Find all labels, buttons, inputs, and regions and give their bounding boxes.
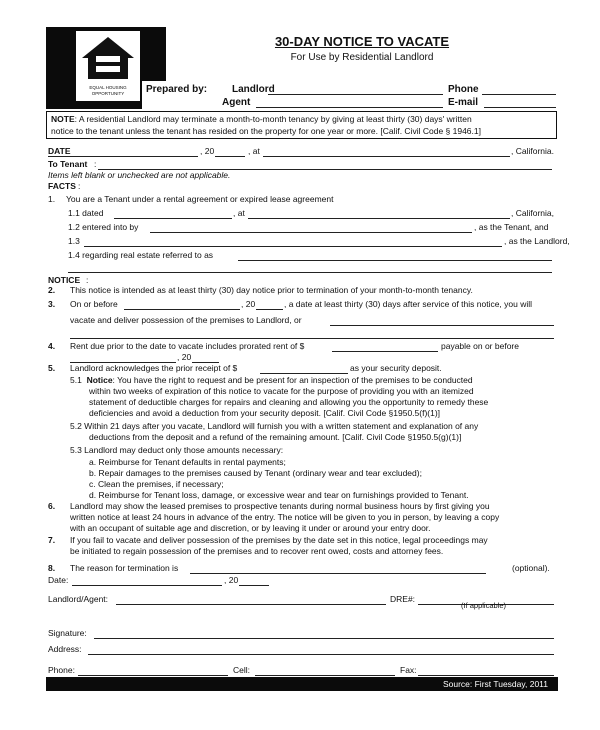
- notice-5-1-bold: Notice: [86, 375, 113, 385]
- dated-location-field[interactable]: [248, 218, 510, 219]
- equal-housing-logo: [76, 31, 140, 101]
- fact-1-1-california: , California,: [511, 208, 554, 218]
- email-label: E-mail: [448, 97, 479, 108]
- notice-6-line3: with an occupant of suitable age and discretion, or by leaving it under or around your entry door.: [70, 523, 431, 533]
- fact-1-2: 1.2 entered into by: [68, 222, 139, 232]
- if-applicable-label: (If applicable): [461, 601, 507, 610]
- notice-5-1-line2: within two weeks of expiration of this notice to vacate for the purpose of providing you with an itemized: [89, 386, 474, 396]
- note-line-2: notice to the tenant unless the tenant has resided on the property for one year or more. [Calif. Civil Code § 1946.1]: [51, 126, 481, 136]
- landlord-field[interactable]: [268, 94, 443, 95]
- landlord-name-field[interactable]: [84, 246, 502, 247]
- notice-5-num: 5.: [48, 363, 56, 373]
- phone-label-2: Phone:: [48, 665, 75, 675]
- twenty-label: , 20: [200, 146, 215, 156]
- vacate-alt-field[interactable]: [330, 325, 554, 326]
- deduction-c: c. Clean the premises, if necessary;: [89, 479, 224, 489]
- prorated-rent-field[interactable]: [332, 351, 438, 352]
- footer-source: Source: First Tuesday, 2011: [442, 679, 548, 689]
- landlord-label: Landlord: [232, 84, 275, 95]
- at-label: , at: [248, 146, 260, 156]
- notice-5-1-line4: deficiencies and avoid a deduction from your security deposit. [Calif. Civil Code §1950.5(f)(1)]: [89, 408, 441, 418]
- phone-field-2[interactable]: [78, 675, 228, 676]
- notice-5-1-line3: statement of deductible charges for repairs and cleaning and allowing you the opportunity to remedy these: [89, 397, 489, 407]
- notice-5-1: [70, 375, 473, 385]
- address-label: Address:: [48, 644, 82, 654]
- notice-3b: , 20: [241, 299, 256, 309]
- signed-date-field[interactable]: [72, 585, 222, 586]
- dre-label: DRE#:: [390, 594, 416, 604]
- note-line-1: [51, 114, 472, 124]
- notice-5-1-num: 5.1: [70, 375, 82, 385]
- notice-7-num: 7.: [48, 535, 56, 545]
- notice-3c: , a date at least thirty (30) days after service of this notice, you will: [284, 299, 533, 309]
- form-header: [46, 27, 558, 109]
- location-field[interactable]: [263, 156, 510, 157]
- signed-year-field[interactable]: [239, 585, 269, 586]
- to-tenant-colon: :: [94, 159, 97, 169]
- california-label: , California.: [511, 146, 554, 156]
- title-box: [166, 27, 558, 81]
- fax-label: Fax:: [400, 665, 417, 675]
- year-field[interactable]: [215, 156, 245, 157]
- prepared-by-box: [142, 81, 558, 109]
- notice-5-1-text: : You have the right to request and be present for an inspection of the premises to be conducted: [112, 375, 473, 385]
- fact-1-2-end: , as the Tenant, and: [474, 222, 549, 232]
- notice-7-line1: If you fail to vacate and deliver possession of the premises by the date set in this notice, legal proceedings may: [70, 535, 488, 545]
- fact-1-3-end: , as the Landlord,: [504, 236, 570, 246]
- logo-text-1: EQUAL HOUSING: [89, 85, 127, 90]
- deduction-a: a. Reimburse for Tenant defaults in rental payments;: [89, 457, 286, 467]
- notice-5-2-line2: deductions from the deposit and a refund of the remaining amount. [Calif. Civil Code §1950.5(g)(1)]: [89, 432, 462, 442]
- notice-6-line1: Landlord may show the leased premises to prospective tenants during normal business hours by first giving you: [70, 501, 490, 511]
- twenty-label-2: , 20: [224, 575, 239, 585]
- phone-label: Phone: [448, 84, 479, 95]
- email-field[interactable]: [484, 107, 556, 108]
- footer-bar: [46, 677, 558, 691]
- notice-6-num: 6.: [48, 501, 56, 511]
- notice-4b: payable on or before: [441, 341, 519, 351]
- notice-3-num: 3.: [48, 299, 56, 309]
- fax-field[interactable]: [418, 675, 554, 676]
- facts-colon: :: [78, 181, 81, 191]
- real-estate-field-2[interactable]: [68, 272, 552, 273]
- page-subtitle: For Use by Residential Landlord: [290, 52, 434, 63]
- house-icon: [76, 31, 140, 85]
- agent-field[interactable]: [256, 107, 443, 108]
- notice-2: This notice is intended as at least thirty (30) day notice prior to termination of your month-to-month tenancy.: [70, 285, 473, 295]
- note-box: [46, 111, 557, 139]
- facts-label: FACTS: [48, 181, 76, 191]
- fact-1-num: 1.: [48, 194, 56, 204]
- notice-5b: as your security deposit.: [350, 363, 442, 373]
- agent-label: Agent: [222, 97, 251, 108]
- date-label: DATE: [48, 146, 71, 156]
- fact-1-1: 1.1 dated: [68, 208, 104, 218]
- notice-label: NOTICE: [48, 275, 81, 285]
- dated-field[interactable]: [114, 218, 232, 219]
- date-field[interactable]: [48, 156, 198, 157]
- fact-1: You are a Tenant under a rental agreement or expired lease agreement: [66, 194, 334, 204]
- vacate-date-field[interactable]: [124, 309, 240, 310]
- page-title: 30-DAY NOTICE TO VACATE: [274, 34, 450, 49]
- deduction-b: b. Repair damages to the premises caused by Tenant (ordinary wear and tear excluded);: [89, 468, 422, 478]
- notice-4a: Rent due prior to the date to vacate includes prorated rent of $: [70, 341, 305, 351]
- vacate-alt-field-2[interactable]: [70, 338, 554, 339]
- landlord-agent-label: Landlord/Agent:: [48, 594, 109, 604]
- cell-label: Cell:: [233, 665, 251, 675]
- deduction-d: d. Reimburse for Tenant loss, damage, or excessive wear and tear on furnishings provided to Tenant.: [89, 490, 469, 500]
- notice-3d: vacate and deliver possession of the premises to Landlord, or: [70, 315, 302, 325]
- date-label-2: Date:: [48, 575, 69, 585]
- fact-1-3: 1.3: [68, 236, 80, 246]
- notice-8-num: 8.: [48, 563, 56, 573]
- notice-colon: :: [86, 275, 89, 285]
- fact-1-4: 1.4 regarding real estate referred to as: [68, 250, 214, 260]
- logo-text-2: OPPORTUNITY: [91, 91, 125, 96]
- deposit-amount-field[interactable]: [260, 373, 348, 374]
- address-field[interactable]: [88, 654, 554, 655]
- signature-label: Signature:: [48, 628, 87, 638]
- tenant-name-field[interactable]: [150, 232, 472, 233]
- notice-5a: Landlord acknowledges the prior receipt of $: [70, 363, 238, 373]
- termination-reason-field[interactable]: [190, 573, 486, 574]
- to-tenant-label: To Tenant: [48, 159, 88, 169]
- notice-8: The reason for termination is: [70, 563, 179, 573]
- note-text-1: : A residential Landlord may terminate a month-to-month tenancy by giving at least thirty (30) days' written: [74, 114, 472, 124]
- phone-field[interactable]: [482, 94, 556, 95]
- notice-5-3: 5.3 Landlord may deduct only those amounts necessary:: [70, 445, 284, 455]
- items-note: Items left blank or unchecked are not applicable.: [48, 170, 231, 180]
- note-label: NOTE: [51, 114, 75, 124]
- notice-4-num: 4.: [48, 341, 56, 351]
- signature-field[interactable]: [94, 638, 554, 639]
- cell-field[interactable]: [255, 675, 395, 676]
- fact-1-1-at: , at: [233, 208, 245, 218]
- landlord-agent-field[interactable]: [116, 604, 386, 605]
- optional-label: (optional).: [512, 563, 550, 573]
- real-estate-field[interactable]: [238, 260, 552, 261]
- notice-6-line2: written notice at least 24 hours in advance of the entry. The notice will be given to you in person, by leaving a copy: [70, 512, 500, 522]
- notice-4c: , 20: [177, 352, 192, 362]
- notice-2-num: 2.: [48, 285, 56, 295]
- notice-7-line2: be initiated to regain possession of the premises and to recover rent owed, costs and attorney fees.: [70, 546, 444, 556]
- notice-5-2: 5.2 Within 21 days after you vacate, Landlord will furnish you with a written statement and explanation of any: [70, 421, 479, 431]
- prepared-by-label: Prepared by:: [146, 84, 208, 95]
- vacate-year-field[interactable]: [256, 309, 283, 310]
- notice-3a: On or before: [70, 299, 118, 309]
